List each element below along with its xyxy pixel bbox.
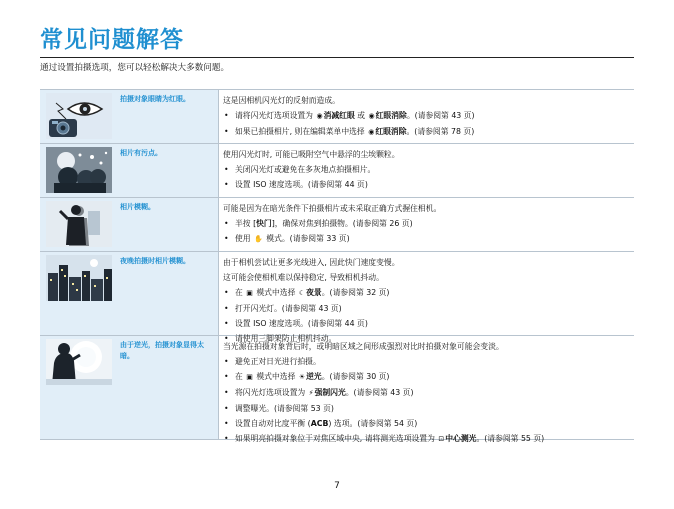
solution-text: 。(请参阅第 30 页) bbox=[321, 372, 390, 381]
solution-item: • 避免正对日光进行拍摄。 bbox=[223, 354, 630, 369]
red-eye-fix-icon: ◉ bbox=[368, 112, 375, 120]
solution-cell bbox=[218, 144, 634, 197]
cause-text: 由于相机尝试让更多光线进入, 因此快门速度变慢。 bbox=[223, 258, 400, 267]
title-divider bbox=[40, 57, 634, 58]
solution-text: ) 选项。(请参阅第 54 页) bbox=[328, 419, 418, 428]
solution-text: 。(请参阅第 78 页) bbox=[406, 127, 475, 136]
faq-table bbox=[40, 89, 634, 443]
faq-row-night bbox=[40, 252, 634, 343]
faq-row-backlight bbox=[40, 336, 634, 443]
blurry-photo-illustration bbox=[40, 198, 117, 251]
solution-text: 半按 [ bbox=[235, 219, 257, 228]
solution-item bbox=[223, 431, 630, 447]
option-name: 逆光 bbox=[306, 372, 322, 381]
solution-text: 如果已拍摄相片, 则在编辑菜单中选择 bbox=[235, 127, 365, 136]
scene-mode-icon: ▣ bbox=[246, 289, 253, 297]
solution-item bbox=[223, 285, 630, 301]
solution-text: 在 bbox=[235, 288, 243, 297]
red-eye-fix-icon: ◉ bbox=[368, 128, 375, 136]
cause-text: 当光源在拍摄对象背后时，或明暗区域之间形成强烈对比时拍摄对象可能会变淡。 bbox=[223, 342, 504, 351]
solution-text: 或 bbox=[357, 111, 366, 120]
solution-cell bbox=[218, 336, 634, 443]
solution-text: ]，确保对焦到拍摄物。(请参阅第 26 页) bbox=[271, 219, 413, 228]
solution-item: • 关闭闪光灯或避免在多灰地点拍摄相片。 bbox=[223, 162, 630, 177]
red-eye-illustration bbox=[40, 90, 117, 143]
solution-item: • 请使用三脚架防止相机抖动。 bbox=[223, 331, 630, 346]
cause-text: 使用闪光灯时, 可能已吸附空气中悬浮的尘埃颗粒。 bbox=[223, 150, 400, 159]
problem-label: 由于逆光，拍摄对象显得太暗。 bbox=[117, 336, 218, 439]
solution-item: • 调整曝光。(请参阅第 53 页) bbox=[223, 401, 630, 416]
option-name: 红眼消除 bbox=[375, 127, 407, 136]
page-subtitle: 通过设置拍摄选项，您可以轻松解决大多数问题。 bbox=[40, 63, 230, 73]
solution-item bbox=[223, 369, 630, 385]
solution-item bbox=[223, 216, 630, 231]
night-icon: ☾ bbox=[298, 289, 306, 297]
option-name: 红眼消除 bbox=[375, 111, 407, 120]
solution-text: 使用 bbox=[235, 234, 251, 243]
backlight-icon: ☀ bbox=[298, 373, 306, 381]
page-number: 7 bbox=[334, 481, 340, 491]
solution-text: 。(请参阅第 55 页) bbox=[476, 434, 545, 443]
cause-text: 这是因相机闪光灯的反射而造成。 bbox=[223, 96, 340, 105]
fill-flash-icon: ⚡ bbox=[308, 389, 314, 397]
faq-row-spots bbox=[40, 144, 634, 198]
option-name: 中心测光 bbox=[445, 434, 477, 443]
solution-text: 。(请参阅第 32 页) bbox=[321, 288, 390, 297]
anti-shake-icon: ✋ bbox=[254, 235, 263, 243]
option-name: 强制闪光 bbox=[314, 388, 346, 397]
solution-item bbox=[223, 108, 630, 124]
red-eye-reduction-icon: ◉ bbox=[316, 112, 323, 120]
solution-text: 。(请参阅第 43 页) bbox=[345, 388, 414, 397]
problem-label: 拍摄对象眼睛为红眼。 bbox=[117, 90, 218, 143]
page-title: 常见问题解答 bbox=[40, 27, 184, 53]
problem-label: 相片模糊。 bbox=[117, 198, 218, 251]
option-name: 夜景 bbox=[306, 288, 322, 297]
problem-label: 相片有污点。 bbox=[117, 144, 218, 197]
solution-item bbox=[223, 231, 630, 247]
solution-cell bbox=[218, 198, 634, 251]
cause-text: 这可能会使相机难以保持稳定, 导致相机抖动。 bbox=[223, 273, 384, 282]
option-name: 消减红眼 bbox=[323, 111, 355, 120]
spot-metering-icon: ⊡ bbox=[438, 435, 445, 443]
solution-item: • 设置 ISO 速度选项。(请参阅第 44 页) bbox=[223, 316, 630, 331]
problem-label: 夜晚拍摄时相片模糊。 bbox=[117, 252, 218, 335]
dust-illustration bbox=[40, 144, 117, 197]
solution-item: • 打开闪光灯。(请参阅第 43 页) bbox=[223, 301, 630, 316]
backlight-illustration bbox=[40, 336, 117, 439]
solution-text: 请将闪光灯选项设置为 bbox=[235, 111, 313, 120]
solution-text: 在 bbox=[235, 372, 243, 381]
solution-text: 模式中选择 bbox=[256, 372, 296, 381]
solution-item: • 设置 ISO 速度选项。(请参阅第 44 页) bbox=[223, 177, 630, 192]
solution-cell bbox=[218, 252, 634, 343]
solution-item bbox=[223, 416, 630, 431]
night-scene-illustration bbox=[40, 252, 117, 335]
solution-text: 如果明亮拍摄对象位于对焦区域中央, 请将测光选项设置为 bbox=[235, 434, 435, 443]
solution-text: 模式中选择 bbox=[256, 288, 296, 297]
faq-row-red-eye bbox=[40, 90, 634, 144]
button-name: 快门 bbox=[256, 219, 272, 228]
faq-row-blurry bbox=[40, 198, 634, 252]
solution-text: 。(请参阅第 43 页) bbox=[406, 111, 475, 120]
cause-text: 可能是因为在暗光条件下拍摄相片或未采取正确方式握住相机。 bbox=[223, 204, 442, 213]
solution-text: 设置自动对比度平衡 ( bbox=[235, 419, 311, 428]
scene-mode-icon: ▣ bbox=[246, 373, 253, 381]
solution-item bbox=[223, 124, 630, 140]
solution-text: 将闪光灯选项设置为 bbox=[235, 388, 306, 397]
solution-cell bbox=[218, 90, 634, 143]
solution-text: 模式。(请参阅第 33 页) bbox=[266, 234, 350, 243]
solution-item bbox=[223, 385, 630, 401]
option-name: ACB bbox=[310, 419, 329, 428]
